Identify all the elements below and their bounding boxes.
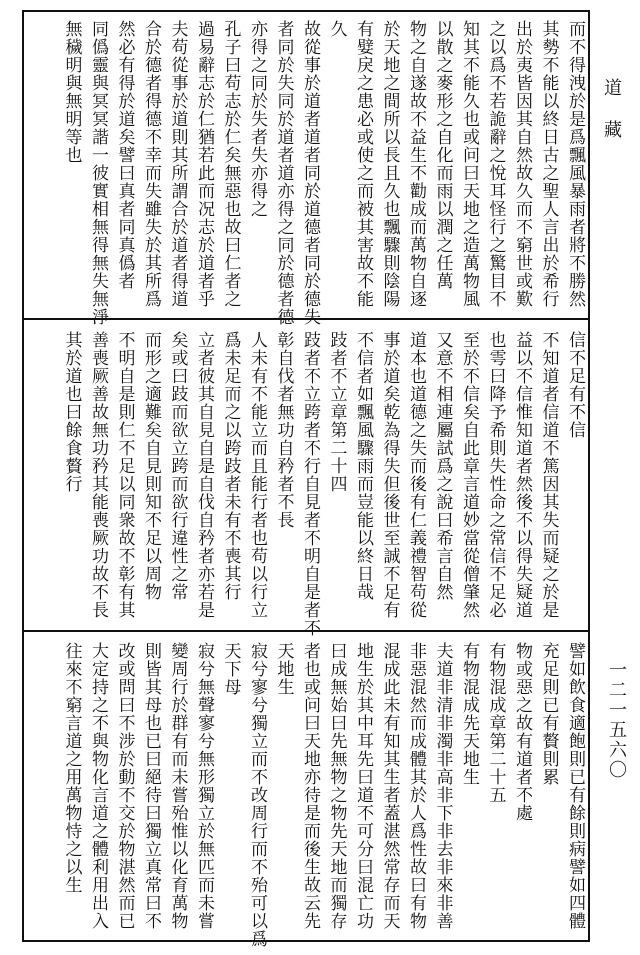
text-column: 物或惡之故有道者不處 [512, 642, 532, 822]
text-column: 曰成無始曰先無物之物先天地而獨存 [326, 642, 347, 930]
text-column: 同僞靈與冥冥諧一彼實相無得無失無淨 [88, 20, 108, 326]
text-column: 往來不窮言道之用萬物恃之以生 [61, 642, 82, 894]
text-column: 其勢不能以終日古之聖人言出於希行 [538, 20, 559, 308]
text-column: 則皆其母也已曰絕待曰獨立真常曰不 [141, 642, 161, 930]
text-column: 跂者不立跨者不行自見者不明自是者不 [300, 331, 320, 637]
text-column: 大定持之不與物化言道之體利用出入 [88, 642, 108, 930]
text-column: 也雩曰降予希則失性命之常信不足必 [485, 331, 506, 619]
text-column: 不明自是則仁不足以同衆故不彰有其 [114, 331, 135, 619]
text-column: 於天地之間所以長且久也飄驟則陰陽 [379, 20, 400, 308]
text-column: 至於不信矣自此章言道妙當從僧肇然 [459, 331, 479, 619]
text-column: 知其不能久也或问曰天地之造萬物風 [459, 20, 479, 308]
register-top [24, 12, 592, 324]
text-column: 而不得洩於是爲飄風暴雨者將不勝然 [565, 20, 585, 308]
text-column: 充足則已有贅則累 [538, 642, 559, 786]
text-column: 不知道者信道不篤因其失而疑之於是 [538, 331, 559, 619]
text-column: 然必有得於道矣譬曰真者同真僞者 [114, 20, 135, 290]
text-column: 寂兮無聲寥兮無形獨立於無匹而未嘗 [194, 642, 214, 930]
text-column: 夫苟從事於道則其所謂合於道者得道 [167, 20, 188, 308]
text-column: 寂兮寥兮獨立而不改周行而不殆可以爲 [247, 642, 267, 948]
text-column: 久 [326, 20, 347, 38]
register-middle [24, 323, 592, 635]
text-column: 有嬖戾之患必或使之而被其害故不能 [353, 20, 373, 308]
text-column: 過易辭志於仁猶若此而况志於道者乎 [194, 20, 214, 308]
register-bottom [24, 634, 592, 946]
text-column: 事於道矣乾為得失但後世至誠不足有 [379, 331, 400, 619]
text-column: 信不足有不信 [565, 331, 585, 439]
book-title-margin: 道藏 [601, 78, 622, 162]
register-divider-1 [22, 318, 590, 320]
text-column: 合於德者得德不幸而失雖失於其所爲 [141, 20, 161, 308]
text-column: 有物混成章第二十五 [485, 642, 506, 804]
text-column: 出於夷皆因其自然故久而不窮世或歎 [512, 20, 532, 308]
text-column: 益以不信惟知道者然後不以得失疑道 [512, 331, 532, 619]
text-column: 者同於失同於道者道亦得之同於德者德 [273, 20, 294, 326]
register-divider-2 [22, 630, 590, 632]
text-column: 道本也道德之失而後有仁義禮智苟從 [406, 331, 426, 619]
text-column: 不信者如飄風驟雨而豈能以終日哉 [353, 331, 373, 601]
text-column: 其於道也曰餘食贅行 [61, 331, 82, 493]
text-column: 人未有不能立而且能行者也苟以行立 [247, 331, 267, 619]
text-column: 混成此未有知其生者蓋湛然常存而天 [379, 642, 400, 930]
text-column: 天地生 [273, 642, 294, 696]
text-column: 以散之麥形之自化而雨以潤之任萬 [432, 20, 453, 290]
text-column: 改或問曰不涉於動不交於物湛然而已 [114, 642, 135, 930]
text-column: 彰自伐者無功自矜者不長 [273, 331, 294, 529]
text-column: 有物混成先天地生 [459, 642, 479, 786]
text-column: 而形之適難矣自見則知不足以周物 [141, 331, 161, 601]
text-column: 變周行於群有而未嘗殆惟以化育萬物 [167, 642, 188, 930]
text-column: 跂者不立章第二十四 [326, 331, 347, 493]
text-column: 天下母 [220, 642, 241, 696]
text-column: 孔子曰苟志於仁矣無惡也故曰仁者之 [220, 20, 241, 308]
page-number: 一二一五六〇 [606, 660, 627, 780]
text-column: 善喪厥善故無功矜其能喪厥功故不長 [88, 331, 108, 619]
page-frame [22, 10, 590, 948]
text-column: 爲未足而之以跨跂者未有不喪其行 [220, 331, 241, 601]
text-column: 非惡混然而成體其於人爲性故曰有物 [406, 642, 426, 930]
text-column: 地生於其中耳先曰道不可分曰混亡功 [353, 642, 373, 930]
text-column: 夫道非清非濁非高非下非去非來非善 [432, 642, 453, 930]
text-column: 之以爲不若詭辭之悅耳怪行之驚目不 [485, 20, 506, 308]
text-column: 無穢明與無明等也 [61, 20, 82, 164]
text-column: 亦得之同於失者失亦得之 [247, 20, 267, 218]
text-column: 矣或曰跂而欲立跨而欲行違性之常 [167, 331, 188, 601]
text-column: 立者彼其自見自是自伐自矜者亦若是 [194, 331, 214, 619]
text-column: 者也或问曰天地亦待是而後生故云先 [300, 642, 320, 930]
text-column: 故從事於道者道者同於道德者同於德失 [300, 20, 320, 326]
text-column: 物之自遂故不益生不勸成而萬物自逐 [406, 20, 426, 308]
text-column: 又意不相連屬試爲之說曰希言自然 [432, 331, 453, 601]
text-column: 譬如飲食適飽則已有餘則病譬如四體 [565, 642, 585, 930]
